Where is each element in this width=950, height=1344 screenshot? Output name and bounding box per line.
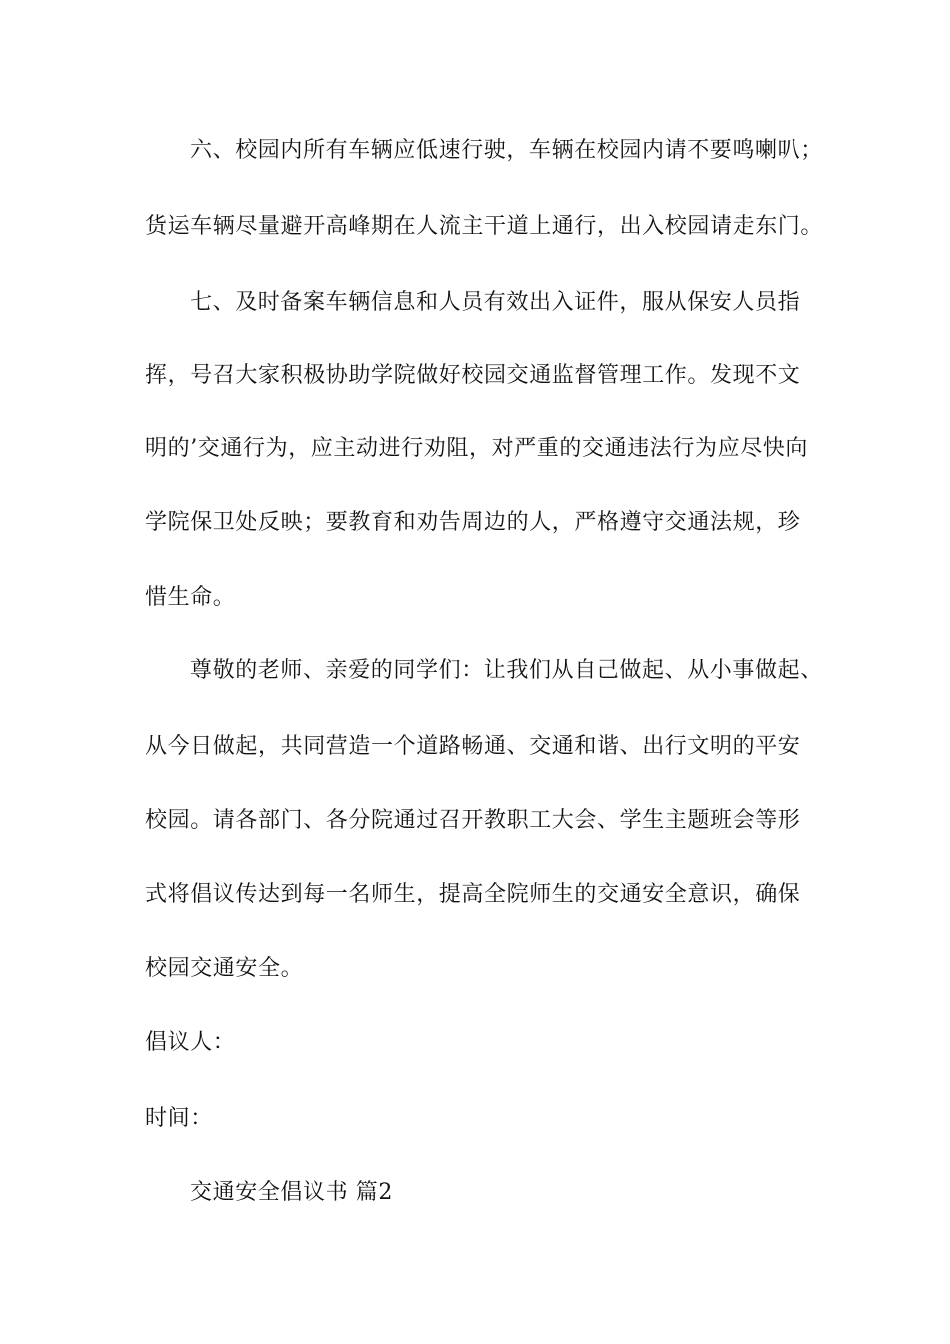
paragraph-7-line-2: 挥，号召大家积极协助学院做好校园交通监督管理工作。发现不文 [145, 363, 801, 388]
closing-paragraph-line-4: 式将倡议传达到每一名师生，提高全院师生的交通安全意识，确保 [145, 882, 801, 907]
paragraph-7-line-1: 七、及时备案车辆信息和人员有效出入证件，服从保安人员指 [190, 290, 801, 315]
closing-paragraph-line-2: 从今日做起，共同营造一个道路畅通、交通和谐、出行文明的平安 [145, 734, 801, 759]
paragraph-7-line-5: 惜生命。 [145, 585, 236, 610]
paragraph-6-line-2: 货运车辆尽量避开高峰期在人流主干道上通行，出入校园请走东门。 [145, 214, 824, 239]
paragraph-6-line-1: 六、校园内所有车辆应低速行驶，车辆在校园内请不要鸣喇叭； [190, 138, 823, 163]
date-label: 时间： [145, 1106, 213, 1131]
closing-paragraph-line-3: 校园。请各部门、各分院通过召开教职工大会、学生主题班会等形 [145, 808, 801, 833]
paragraph-7-line-4: 学院保卫处反映；要教育和劝告周边的人，严格遵守交通法规，珍 [145, 510, 801, 535]
paragraph-7-line-3: 明的’交通行为，应主动进行劝阻，对严重的交通违法行为应尽快向 [145, 436, 808, 461]
closing-paragraph-line-1: 尊敬的老师、亲爱的同学们：让我们从自己做起、从小事做起、 [190, 658, 823, 683]
section-heading: 交通安全倡议书 篇2 [190, 1180, 393, 1205]
closing-paragraph-line-5: 校园交通安全。 [145, 956, 304, 981]
initiator-label: 倡议人： [145, 1030, 236, 1055]
